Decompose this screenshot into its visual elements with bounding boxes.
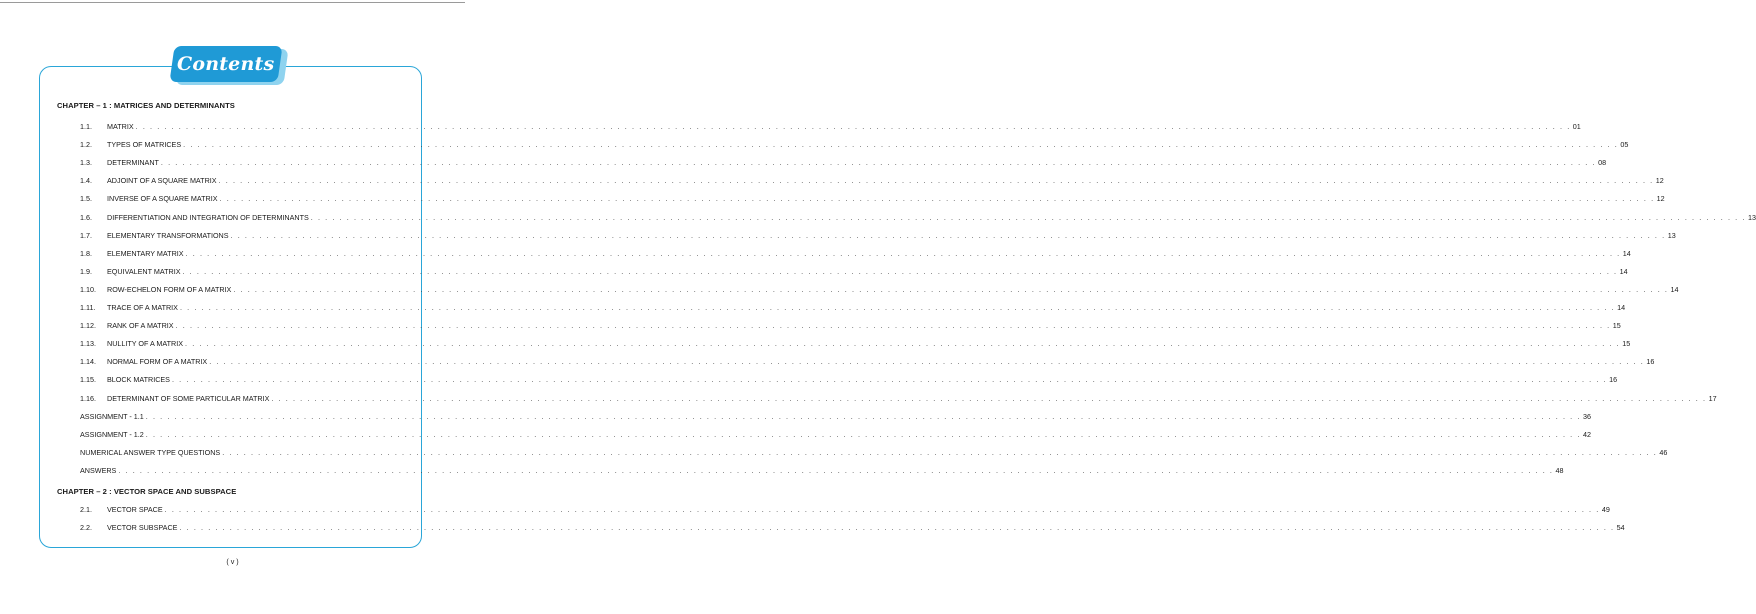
dot-leader: . . . . . . . . . . . . . . . . . . . . . . . . . . . . . . . . . . . . . . . . . . . . . . . . . . . . . . . . . . . . . . . . . . . . . . . . . . . . . . . . . . . . . . . . . . . . . . . . . . . . . . . . . . . . . . . . . . . . . . . . . . . . . . . . . . . . . . . . . . . . . . . . . . . . . . . . . . . . . . . . . . . . . . . . . . . . . . . . . . . . . . . . . . . . . . . . . . . . . . . . (310, 212, 1746, 222)
toc-entry[interactable] (80, 122, 1581, 132)
dot-leader: . . . . . . . . . . . . . . . . . . . . . . . . . . . . . . . . . . . . . . . . . . . . . . . . . . . . . . . . . . . . . . . . . . . . . . . . . . . . . . . . . . . . . . . . . . . . . . . . . . . . . . . . . . . . . . . . . . . . . . . . . . . . . . . . . . . . . . . . . . . . . . . . . . . . . . . . . . . . . . . . . . . . . . . . . . . . . . . . . . . . . . . . . . . . . . . . . . . . . . . . (218, 176, 1654, 186)
dot-leader: . . . . . . . . . . . . . . . . . . . . . . . . . . . . . . . . . . . . . . . . . . . . . . . . . . . . . . . . . . . . . . . . . . . . . . . . . . . . . . . . . . . . . . . . . . . . . . . . . . . . . . . . . . . . . . . . . . . . . . . . . . . . . . . . . . . . . . . . . . . . . . . . . . . . . . . . . . . . . . . . . . . . . . . . . . . . . . . . . . . . . . . . . . . . . . . . . . . . . . . . (185, 248, 1621, 258)
entry-title: MATRIX (107, 122, 134, 131)
toc-entry[interactable] (80, 465, 1564, 476)
entry-page: 14 (1617, 303, 1626, 312)
entry-page: 05 (1620, 140, 1629, 150)
toc-entry[interactable] (80, 266, 1628, 277)
entry-number: 1.11. (80, 303, 96, 312)
page-number: ( v ) (226, 557, 239, 566)
toc-entry[interactable] (80, 303, 1626, 313)
entry-title: DETERMINANT (107, 158, 159, 168)
toc-entry[interactable] (80, 505, 1610, 515)
entry-number: 1.1. (80, 122, 92, 131)
entry-page: 14 (1619, 266, 1628, 276)
entry-number: 1.6. (80, 212, 92, 222)
entry-number: 2.1. (80, 505, 92, 514)
dot-leader: . . . . . . . . . . . . . . . . . . . . . . . . . . . . . . . . . . . . . . . . . . . . . . . . . . . . . . . . . . . . . . . . . . . . . . . . . . . . . . . . . . . . . . . . . . . . . . . . . . . . . . . . . . . . . . . . . . . . . . . . . . . . . . . . . . . . . . . . . . . . . . . . . . . . . . . . . . . . . . . . . . . . . . . . . . . . . . . . . . . . . . . . . . . . . . . . . . . . . . . . (171, 375, 1608, 385)
dot-leader: . . . . . . . . . . . . . . . . . . . . . . . . . . . . . . . . . . . . . . . . . . . . . . . . . . . . . . . . . . . . . . . . . . . . . . . . . . . . . . . . . . . . . . . . . . . . . . . . . . . . . . . . . . . . . . . . . . . . . . . . . . . . . . . . . . . . . . . . . . . . . . . . . . . . . . . . . . . . . . . . . . . . . . . . . . . . . . . . . . . . . . . . . . . . . . . . . . . . . . . . (185, 339, 1621, 349)
entry-page: 46 (1659, 447, 1668, 457)
dot-leader: . . . . . . . . . . . . . . . . . . . . . . . . . . . . . . . . . . . . . . . . . . . . . . . . . . . . . . . . . . . . . . . . . . . . . . . . . . . . . . . . . . . . . . . . . . . . . . . . . . . . . . . . . . . . . . . . . . . . . . . . . . . . . . . . . . . . . . . . . . . . . . . . . . . . . . . . . . . . . . . . . . . . . . . . . . . . . . . . . . . . . . . . . . . . . . . . . . . . . . . . (145, 411, 1581, 421)
entry-title: DIFFERENTIATION AND INTEGRATION OF DETERMINANTS (107, 212, 309, 222)
toc-entry[interactable] (80, 375, 1618, 385)
entry-title: ADJOINT OF A SQUARE MATRIX (107, 176, 217, 186)
entry-title: ELEMENTARY TRANSFORMATIONS (107, 230, 229, 240)
dot-leader: . . . . . . . . . . . . . . . . . . . . . . . . . . . . . . . . . . . . . . . . . . . . . . . . . . . . . . . . . . . . . . . . . . . . . . . . . . . . . . . . . . . . . . . . . . . . . . . . . . . . . . . . . . . . . . . . . . . . . . . . . . . . . . . . . . . . . . . . . . . . . . . . . . . . . . . . . . . . . . . . . . . . . . . . . . . . . . . . . . . . . . . . . . . . . . . . . . . . . . . . (182, 266, 1618, 276)
toc-entry[interactable] (80, 429, 1591, 440)
entry-number: 1.2. (80, 140, 92, 150)
entry-number: 1.5. (80, 194, 92, 204)
toc-entry[interactable] (80, 212, 1756, 223)
dot-leader: . . . . . . . . . . . . . . . . . . . . . . . . . . . . . . . . . . . . . . . . . . . . . . . . . . . . . . . . . . . . . . . . . . . . . . . . . . . . . . . . . . . . . . . . . . . . . . . . . . . . . . . . . . . . . . . . . . . . . . . . . . . . . . . . . . . . . . . . . . . . . . . . . . . . . . . . . . . . . . . . . . . . . . . . . . . . . . . . . . . . . . . . . . . . . . . . . . . . . . . . (164, 505, 1600, 514)
entry-title: DETERMINANT OF SOME PARTICULAR MATRIX (107, 393, 270, 403)
toc-entry[interactable] (80, 176, 1664, 186)
entry-title: TRACE OF A MATRIX (107, 303, 178, 312)
entry-title: INVERSE OF A SQUARE MATRIX (107, 194, 218, 204)
entry-number: 1.14. (80, 357, 96, 367)
toc-entry[interactable] (80, 248, 1631, 259)
entry-title: ROW-ECHELON FORM OF A MATRIX (107, 284, 232, 294)
entry-title: ELEMENTARY MATRIX (107, 248, 184, 258)
entry-number: 1.12. (80, 321, 96, 331)
top-rule (0, 2, 465, 3)
entry-page: 42 (1582, 429, 1591, 439)
dot-leader: . . . . . . . . . . . . . . . . . . . . . . . . . . . . . . . . . . . . . . . . . . . . . . . . . . . . . . . . . . . . . . . . . . . . . . . . . . . . . . . . . . . . . . . . . . . . . . . . . . . . . . . . . . . . . . . . . . . . . . . . . . . . . . . . . . . . . . . . . . . . . . . . . . . . . . . . . . . . . . . . . . . . . . . . . . . . . . . . . . . . . . . . . . . . . . . . . . . . . . . . (175, 321, 1611, 331)
entry-title: RANK OF A MATRIX (107, 321, 174, 331)
entry-number: 1.10. (80, 284, 96, 294)
contents-banner (169, 46, 282, 82)
entry-page: 15 (1612, 321, 1621, 331)
entry-title: VECTOR SPACE (107, 505, 163, 514)
chapter-heading: CHAPTER – 1 : MATRICES AND DETERMINANTS (57, 101, 235, 110)
entry-title: NUMERICAL ANSWER TYPE QUESTIONS (80, 447, 221, 457)
entry-page: 01 (1572, 122, 1581, 131)
dot-leader: . . . . . . . . . . . . . . . . . . . . . . . . . . . . . . . . . . . . . . . . . . . . . . . . . . . . . . . . . . . . . . . . . . . . . . . . . . . . . . . . . . . . . . . . . . . . . . . . . . . . . . . . . . . . . . . . . . . . . . . . . . . . . . . . . . . . . . . . . . . . . . . . . . . . . . . . . . . . . . . . . . . . . . . . . . . . . . . . . . . . . . . . . . . . . . . . . . . . . . . . (222, 447, 1658, 457)
dot-leader: . . . . . . . . . . . . . . . . . . . . . . . . . . . . . . . . . . . . . . . . . . . . . . . . . . . . . . . . . . . . . . . . . . . . . . . . . . . . . . . . . . . . . . . . . . . . . . . . . . . . . . . . . . . . . . . . . . . . . . . . . . . . . . . . . . . . . . . . . . . . . . . . . . . . . . . . . . . . . . . . . . . . . . . . . . . . . . . . . . . . . . . . . . . . . . . . . . . . . . . . (183, 140, 1619, 150)
entry-page: 13 (1667, 230, 1676, 240)
toc-entry[interactable] (80, 411, 1591, 422)
entry-title: ASSIGNMENT - 1.2 (80, 429, 144, 439)
entry-number: 1.15. (80, 375, 96, 385)
entry-number: 1.16. (80, 393, 96, 403)
entry-number: 2.2. (80, 523, 92, 533)
entry-page: 08 (1598, 158, 1607, 168)
dot-leader: . . . . . . . . . . . . . . . . . . . . . . . . . . . . . . . . . . . . . . . . . . . . . . . . . . . . . . . . . . . . . . . . . . . . . . . . . . . . . . . . . . . . . . . . . . . . . . . . . . . . . . . . . . . . . . . . . . . . . . . . . . . . . . . . . . . . . . . . . . . . . . . . . . . . . . . . . . . . . . . . . . . . . . . . . . . . . . . . . . . . . . . . . . . . . . . . . . . . . . . . (160, 158, 1597, 168)
entry-title: ANSWERS (80, 465, 117, 475)
toc-entry[interactable] (80, 158, 1607, 168)
entry-title: NORMAL FORM OF A MATRIX (107, 357, 208, 367)
entry-page: 16 (1646, 357, 1655, 367)
dot-leader: . . . . . . . . . . . . . . . . . . . . . . . . . . . . . . . . . . . . . . . . . . . . . . . . . . . . . . . . . . . . . . . . . . . . . . . . . . . . . . . . . . . . . . . . . . . . . . . . . . . . . . . . . . . . . . . . . . . . . . . . . . . . . . . . . . . . . . . . . . . . . . . . . . . . . . . . . . . . . . . . . . . . . . . . . . . . . . . . . . . . . . . . . . . . . . . . . . . . . . . . (230, 230, 1666, 240)
dot-leader: . . . . . . . . . . . . . . . . . . . . . . . . . . . . . . . . . . . . . . . . . . . . . . . . . . . . . . . . . . . . . . . . . . . . . . . . . . . . . . . . . . . . . . . . . . . . . . . . . . . . . . . . . . . . . . . . . . . . . . . . . . . . . . . . . . . . . . . . . . . . . . . . . . . . . . . . . . . . . . . . . . . . . . . . . . . . . . . . . . . . . . . . . . . . . . . . . . . . . . . . (271, 393, 1707, 403)
dot-leader: . . . . . . . . . . . . . . . . . . . . . . . . . . . . . . . . . . . . . . . . . . . . . . . . . . . . . . . . . . . . . . . . . . . . . . . . . . . . . . . . . . . . . . . . . . . . . . . . . . . . . . . . . . . . . . . . . . . . . . . . . . . . . . . . . . . . . . . . . . . . . . . . . . . . . . . . . . . . . . . . . . . . . . . . . . . . . . . . . . . . . . . . . . . . . . . . . . . . . . . . (209, 357, 1645, 367)
dot-leader: . . . . . . . . . . . . . . . . . . . . . . . . . . . . . . . . . . . . . . . . . . . . . . . . . . . . . . . . . . . . . . . . . . . . . . . . . . . . . . . . . . . . . . . . . . . . . . . . . . . . . . . . . . . . . . . . . . . . . . . . . . . . . . . . . . . . . . . . . . . . . . . . . . . . . . . . . . . . . . . . . . . . . . . . . . . . . . . . . . . . . . . . . . . . . . . . . . . . . . . . (145, 429, 1581, 439)
entry-page: 15 (1622, 339, 1631, 349)
entry-title: TYPES OF MATRICES (107, 140, 182, 150)
contents-title: Contents (177, 53, 275, 75)
entry-title: NULLITY OF A MATRIX (107, 339, 184, 349)
entry-page: 13 (1747, 212, 1756, 222)
entry-number: 1.9. (80, 266, 92, 276)
entry-number: 1.8. (80, 248, 92, 258)
entry-page: 16 (1609, 375, 1618, 385)
entry-number: 1.13. (80, 339, 96, 349)
toc-entry[interactable] (80, 230, 1676, 241)
entry-page: 12 (1655, 176, 1664, 186)
entry-page: 12 (1656, 194, 1665, 204)
toc-entry[interactable] (80, 393, 1717, 404)
entry-title: EQUIVALENT MATRIX (107, 266, 181, 276)
dot-leader: . . . . . . . . . . . . . . . . . . . . . . . . . . . . . . . . . . . . . . . . . . . . . . . . . . . . . . . . . . . . . . . . . . . . . . . . . . . . . . . . . . . . . . . . . . . . . . . . . . . . . . . . . . . . . . . . . . . . . . . . . . . . . . . . . . . . . . . . . . . . . . . . . . . . . . . . . . . . . . . . . . . . . . . . . . . . . . . . . . . . . . . . . . . . . . . . . . . . . . . . (118, 465, 1554, 475)
chapter-heading: CHAPTER – 2 : VECTOR SPACE AND SUBSPACE (57, 487, 237, 496)
entry-title: BLOCK MATRICES (107, 375, 170, 385)
dot-leader: . . . . . . . . . . . . . . . . . . . . . . . . . . . . . . . . . . . . . . . . . . . . . . . . . . . . . . . . . . . . . . . . . . . . . . . . . . . . . . . . . . . . . . . . . . . . . . . . . . . . . . . . . . . . . . . . . . . . . . . . . . . . . . . . . . . . . . . . . . . . . . . . . . . . . . . . . . . . . . . . . . . . . . . . . . . . . . . . . . . . . . . . . . . . . . . . . . . . . . . . (233, 284, 1669, 294)
entry-page: 54 (1616, 523, 1625, 533)
entry-page: 14 (1670, 284, 1679, 294)
entry-number: 1.7. (80, 230, 92, 240)
entry-page: 17 (1708, 393, 1717, 403)
entry-number: 1.3. (80, 158, 92, 168)
toc-entry[interactable] (80, 357, 1655, 367)
entry-title: VECTOR SUBSPACE (107, 523, 178, 533)
toc-entry[interactable] (80, 140, 1629, 150)
entry-page: 49 (1601, 505, 1610, 514)
entry-title: ASSIGNMENT - 1.1 (80, 411, 144, 421)
toc-entry[interactable] (80, 194, 1665, 204)
entry-page: 14 (1622, 248, 1631, 258)
entry-page: 48 (1555, 465, 1564, 475)
toc-entry[interactable] (80, 447, 1668, 458)
entry-number: 1.4. (80, 176, 92, 186)
toc-entry[interactable] (80, 284, 1679, 295)
dot-leader: . . . . . . . . . . . . . . . . . . . . . . . . . . . . . . . . . . . . . . . . . . . . . . . . . . . . . . . . . . . . . . . . . . . . . . . . . . . . . . . . . . . . . . . . . . . . . . . . . . . . . . . . . . . . . . . . . . . . . . . . . . . . . . . . . . . . . . . . . . . . . . . . . . . . . . . . . . . . . . . . . . . . . . . . . . . . . . . . . . . . . . . . . . . . . . . . . . . . . . . . (179, 523, 1615, 533)
dot-leader: . . . . . . . . . . . . . . . . . . . . . . . . . . . . . . . . . . . . . . . . . . . . . . . . . . . . . . . . . . . . . . . . . . . . . . . . . . . . . . . . . . . . . . . . . . . . . . . . . . . . . . . . . . . . . . . . . . . . . . . . . . . . . . . . . . . . . . . . . . . . . . . . . . . . . . . . . . . . . . . . . . . . . . . . . . . . . . . . . . . . . . . . . . . . . . . . . . . . . . . . (179, 303, 1616, 312)
entry-page: 36 (1582, 411, 1591, 421)
toc-entry[interactable] (80, 339, 1631, 349)
dot-leader: . . . . . . . . . . . . . . . . . . . . . . . . . . . . . . . . . . . . . . . . . . . . . . . . . . . . . . . . . . . . . . . . . . . . . . . . . . . . . . . . . . . . . . . . . . . . . . . . . . . . . . . . . . . . . . . . . . . . . . . . . . . . . . . . . . . . . . . . . . . . . . . . . . . . . . . . . . . . . . . . . . . . . . . . . . . . . . . . . . . . . . . . . . . . . . . . . . . . . . . . (135, 122, 1571, 131)
toc-entry[interactable] (80, 523, 1625, 533)
toc-entry[interactable] (80, 321, 1621, 331)
dot-leader: . . . . . . . . . . . . . . . . . . . . . . . . . . . . . . . . . . . . . . . . . . . . . . . . . . . . . . . . . . . . . . . . . . . . . . . . . . . . . . . . . . . . . . . . . . . . . . . . . . . . . . . . . . . . . . . . . . . . . . . . . . . . . . . . . . . . . . . . . . . . . . . . . . . . . . . . . . . . . . . . . . . . . . . . . . . . . . . . . . . . . . . . . . . . . . . . . . . . . . . . (219, 194, 1655, 204)
